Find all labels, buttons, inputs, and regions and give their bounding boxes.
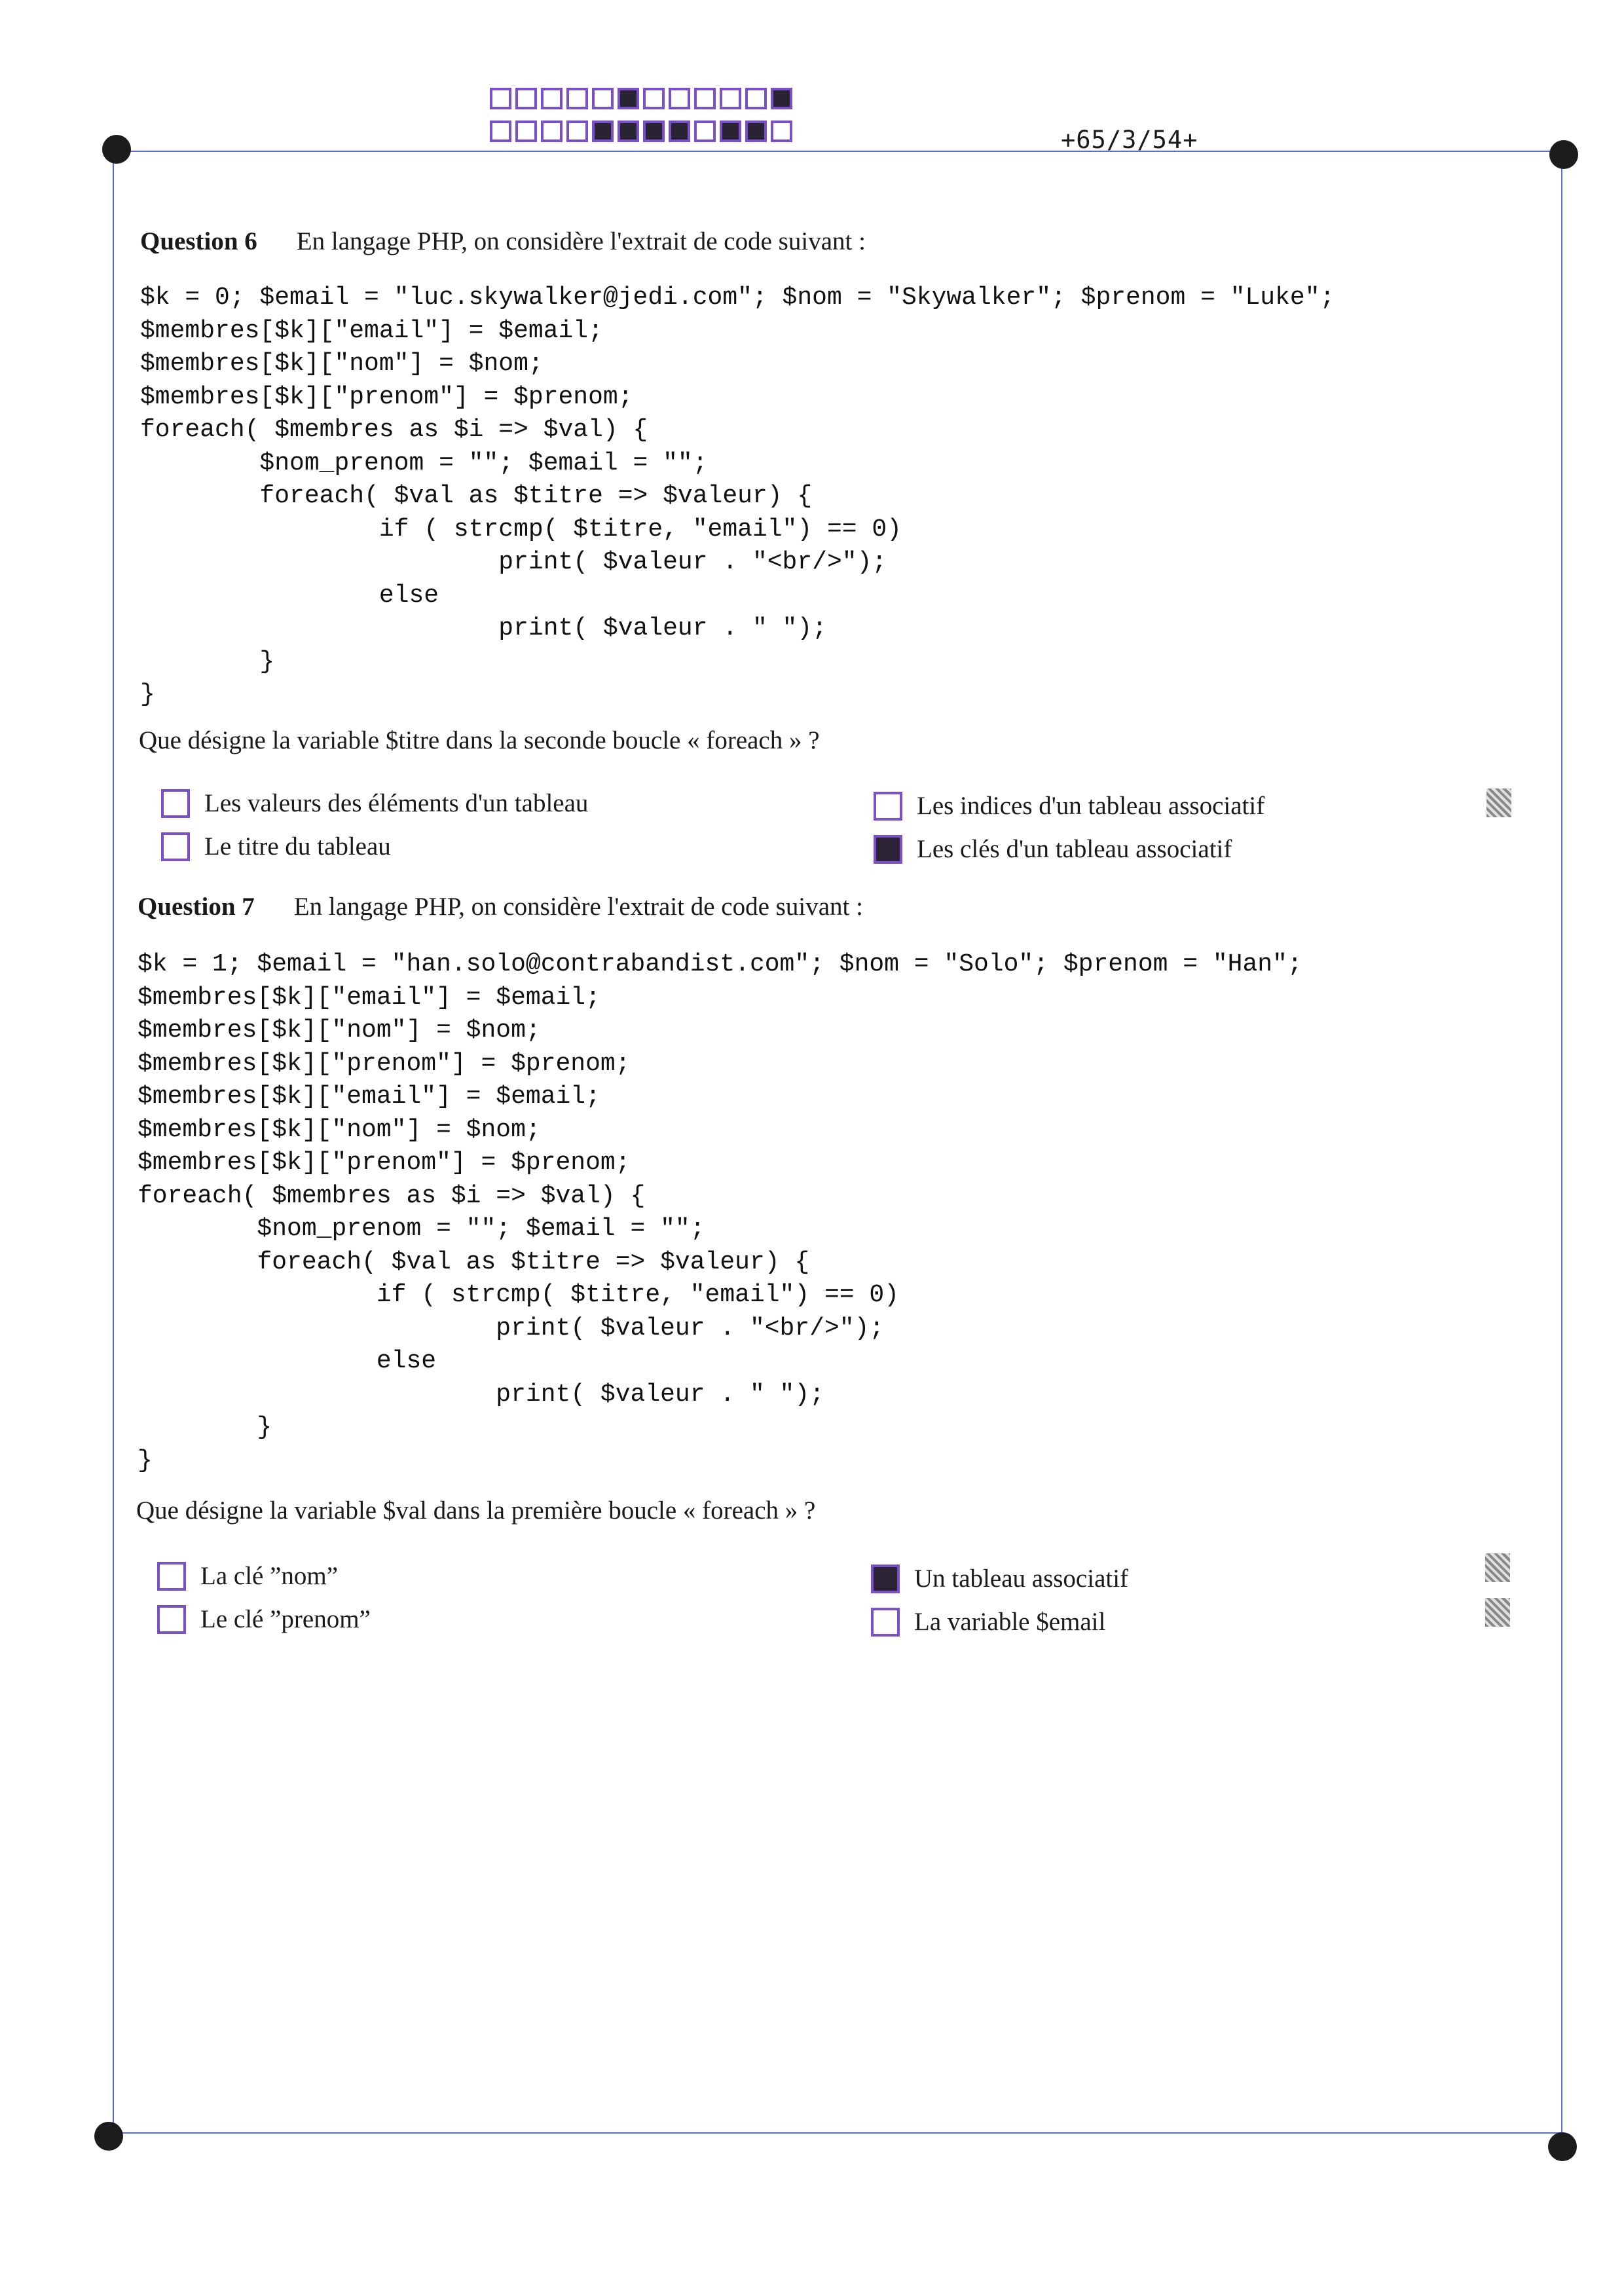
row2-cell [541, 120, 563, 142]
row1-cell [618, 88, 639, 109]
q7-choice-3[interactable] [157, 1604, 371, 1634]
row1-cell [490, 88, 511, 109]
q7-choice-1[interactable] [157, 1561, 338, 1591]
question-6-intro: En langage PHP, on considère l'extrait de code suivant : [296, 227, 866, 255]
row2-cell [694, 120, 716, 142]
row2-cell [618, 120, 639, 142]
frame-left-line [113, 152, 114, 2132]
question-6-label: Question 6 [140, 227, 257, 255]
row1-cell [515, 88, 537, 109]
id-code-row-1 [490, 88, 792, 109]
row2-cell [745, 120, 767, 142]
row2-cell [515, 120, 537, 142]
q6-choice-2-label: Les indices d'un tableau associatif [917, 792, 1265, 820]
id-code-row-2 [490, 120, 792, 142]
q7-choice-2[interactable] [871, 1564, 1128, 1593]
row1-cell [643, 88, 665, 109]
q6-choice-3[interactable] [161, 832, 391, 861]
q7-choice-1-label: La clé ”nom” [200, 1562, 339, 1590]
q7-choice-4[interactable] [871, 1607, 1105, 1637]
row1-cell [541, 88, 563, 109]
question-7-code: $k = 1; $email = "han.solo@contrabandist.com"; $nom = "Solo"; $prenom = "Han"; $membres[$k]["email"] = $email; $membres[$k]["nom"] = $nom; $membres[$k]["prenom"] = $prenom; $membres[$k]["email"] = $email; $membres[$k]["nom"] = $nom; $membres[$k]["prenom"] = $prenom; foreach( $membres as $i => $val) { $nom_prenom = ""; $email = ""; foreach( $val as $titre => $valeur) { if ( strcmp( $titre, "email") == 0) print( $valeur . "<br/>"); else print( $valeur . " "); } } [138, 950, 1302, 1475]
q7-choice-3-label: Le clé ”prenom” [200, 1605, 371, 1633]
q7-choice-2-checkbox[interactable] [871, 1565, 900, 1593]
corner-mark-bottom-left [94, 2122, 123, 2151]
q6-choice-1[interactable] [161, 788, 588, 818]
row1-cell [592, 88, 614, 109]
scan-mark-q6 [1486, 788, 1511, 817]
q7-choice-1-checkbox[interactable] [157, 1562, 186, 1591]
q7-choice-4-checkbox[interactable] [871, 1608, 900, 1637]
q6-choice-4[interactable] [874, 834, 1232, 864]
row2-cell [592, 120, 614, 142]
question-7-prompt: Que désigne la variable $val dans la première boucle « foreach » ? [136, 1496, 816, 1525]
row2-cell [771, 120, 792, 142]
scan-mark-q7-a [1485, 1553, 1510, 1582]
question-6-prompt: Que désigne la variable $titre dans la seconde boucle « foreach » ? [139, 726, 820, 754]
row1-cell [694, 88, 716, 109]
row1-cell [720, 88, 741, 109]
question-7-label: Question 7 [138, 893, 255, 921]
corner-mark-bottom-right [1548, 2132, 1577, 2161]
row1-cell [669, 88, 690, 109]
q6-choice-3-checkbox[interactable] [161, 832, 190, 861]
q6-choice-4-checkbox[interactable] [874, 835, 902, 864]
question-6-header [140, 227, 866, 256]
scan-mark-q7-b [1485, 1598, 1510, 1627]
frame-bottom-line [109, 2132, 1561, 2134]
row2-cell [643, 120, 665, 142]
corner-mark-top-left [102, 135, 131, 164]
q6-choice-3-label: Le titre du tableau [204, 832, 391, 861]
row1-cell [566, 88, 588, 109]
row2-cell [720, 120, 741, 142]
question-7-intro: En langage PHP, on considère l'extrait de code suivant : [293, 893, 863, 921]
row1-cell [771, 88, 792, 109]
q7-choice-4-label: La variable $email [914, 1608, 1106, 1636]
page-code: +65/3/54+ [1061, 126, 1198, 154]
q6-choice-1-label: Les valeurs des éléments d'un tableau [204, 789, 589, 817]
q6-choice-4-label: Les clés d'un tableau associatif [917, 835, 1232, 863]
row1-cell [745, 88, 767, 109]
question-7-header [138, 892, 863, 921]
q7-choice-3-checkbox[interactable] [157, 1605, 186, 1634]
corner-mark-top-right [1549, 140, 1578, 169]
q6-choice-2[interactable] [874, 791, 1264, 821]
question-6-code: $k = 0; $email = "luc.skywalker@jedi.com"; $nom = "Skywalker"; $prenom = "Luke"; $membres[$k]["email"] = $email; $membres[$k]["nom"] = $nom; $membres[$k]["prenom"] = $prenom; foreach( $membres as $i => $val) { $nom_prenom = ""; $email = ""; foreach( $val as $titre => $valeur) { if ( strcmp( $titre, "email") == 0) print( $valeur . "<br/>"); else print( $valeur . " "); } } [140, 284, 1335, 709]
q6-choice-1-checkbox[interactable] [161, 789, 190, 818]
row2-cell [669, 120, 690, 142]
q6-choice-2-checkbox[interactable] [874, 792, 902, 821]
frame-top-line [117, 151, 1564, 152]
frame-right-line [1561, 152, 1562, 2132]
row2-cell [490, 120, 511, 142]
row2-cell [566, 120, 588, 142]
q7-choice-2-label: Un tableau associatif [914, 1565, 1129, 1593]
